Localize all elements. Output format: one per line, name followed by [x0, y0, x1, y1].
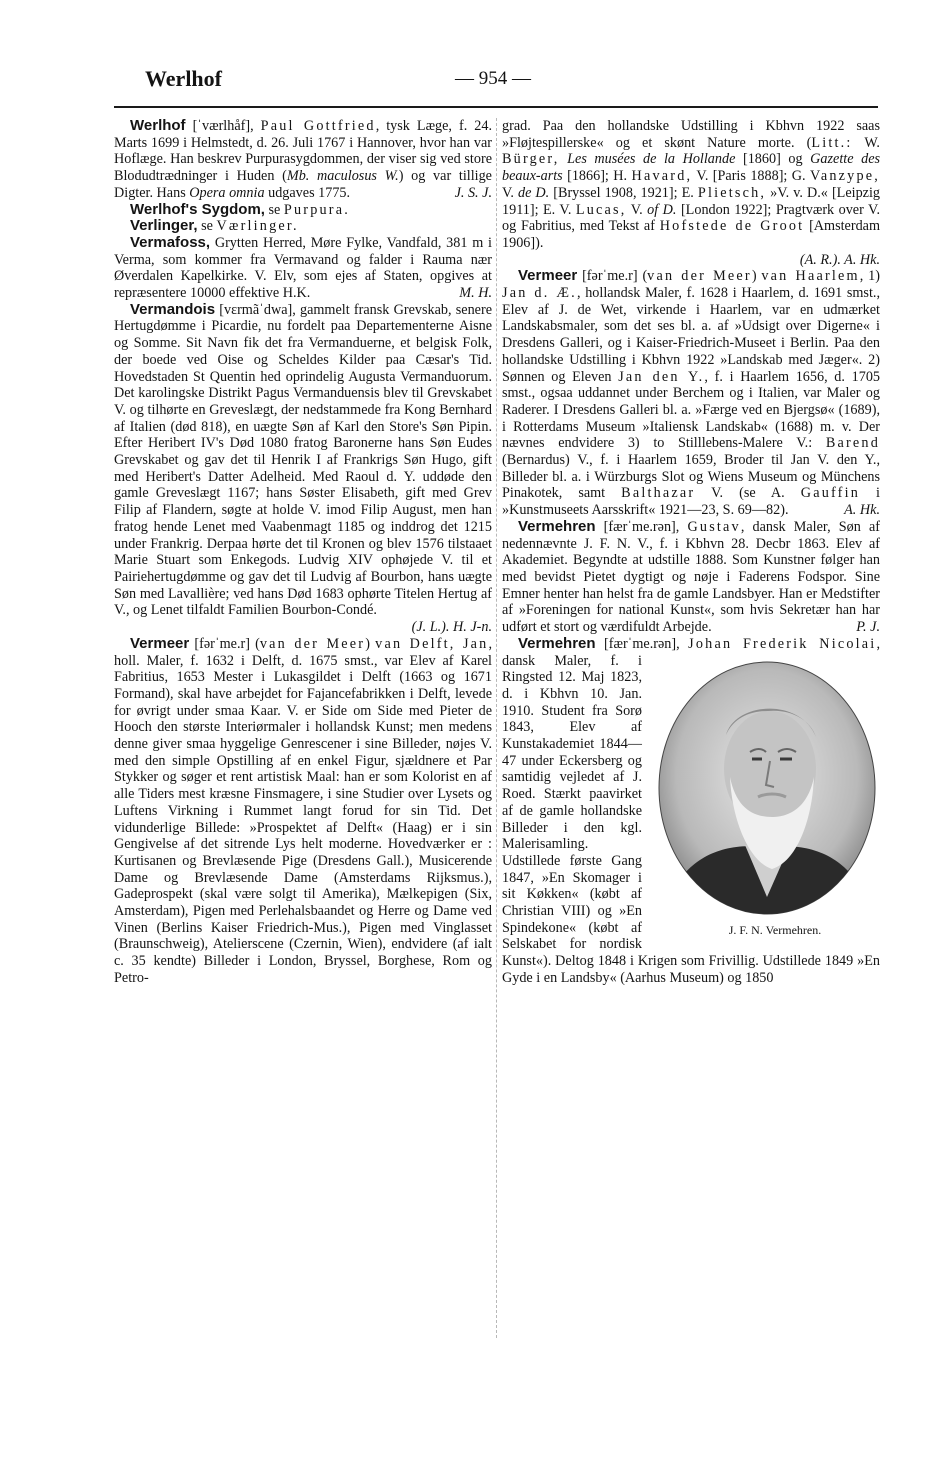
entry-verlinger: Verlinger, se Værlinger. [130, 217, 299, 235]
portrait-figure [650, 657, 884, 939]
cross-reference: Purpura. [283, 201, 350, 218]
headword: Vermehren [518, 634, 596, 652]
running-head-title: Werlhof [145, 66, 222, 91]
entry-vermeer-haarlem: Vermeer [fərˈme.r] (van der Meer) van Haarlem, 1) Jan d. Æ., hollandsk Maler, f. 1628 i Haarlem, d. 1691 smst., Elev af J. de Wet, virkende i Haarlem, var en udmærket Landskabsmaler, som det ses bl. a. af »Udsigt over Digerne« i Dresdens Galleri, og i Kaiser-Friedrich-Museet i Berlin. Paa den hollandske Udstilling i Kbhvn 1922 »Landskab med Jæger«. 2) Sønnen og Eleven Jan den Y., f. i Haarlem 1656, d. 1705 smst., ogsaa uddannet under Berchem og i Italien, var Maler og Raderer. I Dresdens Galleri bl. a. »Færge ved en Bjergsø« (1689), i Rotterdams Museum »Italiensk Landskab« (1688) m. v. Der nævnes endvidere 3) to Stilllebens-Malere V.: Barend (Bernardus) V., f. i Haarlem 1659, Broder til Jan V. den Y., Billeder bl. a. i Würzburgs Slot og Wiens Museum og Münchens Pinakotek, samt Balthazar V. (se A. Gauffin i »Kunstmuseets Aarsskrift« 1921—23, S. 69—82). A. Hk. [502, 267, 881, 519]
headword: Werlhof [130, 117, 186, 134]
headword: Werlhof's Sygdom, [130, 200, 265, 218]
portrait-image [650, 657, 884, 919]
portrait-caption: J. F. N. Vermehren. [728, 922, 822, 937]
headword: Vermeer [130, 634, 190, 652]
author-signature: (J. L.). H. J-n. [411, 619, 492, 636]
right-column [502, 118, 880, 987]
author-signature: (A. R.). A. Hk. [799, 251, 880, 268]
headword: Verlinger, [130, 217, 198, 235]
entry-vermafoss: Vermafoss, Grytten Herred, Møre Fylke, Vandfald, 381 m i Verma, som kommer fra Vermavand og falder i Rauma nær Øverdalen Kapelkirke. V. Elv, som ejes af Staten, opgives at repræsentere 10000 effektive H.K. M. H. [114, 233, 492, 302]
entry-werlhofs-sygdom: Werlhof's Sygdom, se Purpura. [130, 200, 350, 218]
entry-vermehren-johan: Vermehren [færˈme.rən], Johan Frederik Nicolai J. F. N. Vermehren. , dansk Maler, f. i Ringsted 12. Maj 1823, d. i Kbhvn 10. Jan. 1910. Student fra Sorø 1843, Elev af Kunstakademiet 1844—47 under Eckersberg og samtidig vejledet af J. Roed. Stærkt paavirket af de gamle hollandske Billeder i den kgl. Malerisamling. Udstillede første Gang 1847, »En Skomager i sit Køkken« (købt af Christian VIII) og »En Spindekone« (købt af Selskabet for nordisk Kunst«). Deltog 1848 i Krigen som Frivillig. Udstillede 1849 »En Gyde i en Landsby« (Aarhus Museum) og 1850 [502, 636, 880, 987]
page-number: — 954 — [455, 68, 531, 89]
header-rule [114, 106, 878, 108]
author-signature: J. S. J. [454, 184, 492, 201]
entry-vermehren-gustav: Vermehren [færˈme.rən], Gustav, dansk Maler, Søn af nedennævnte J. F. N. V., f. i Kbhvn 28. Decbr 1863. Elev af Akademiet. Begyndte at udstille 1888. Som Kunstner følger han med bevidst Pietet dygtigt og nøje i Faderens Fodspor. Sine Emner henter han helst fra de gamle Landsbyer. Han er Medstifter af »Foreningen for national Kunst«, som hvis Sekretær han har udført et stort og værdifuldt Arbejde. P. J. [502, 517, 880, 636]
cross-reference: Værlinger. [216, 218, 299, 235]
headword: Vermandois [130, 300, 216, 318]
headword: Vermafoss, [130, 233, 211, 251]
entry-vermeer-delft-continued: grad. Paa den hollandske Udstilling i Kbhvn 1922 saas »Fløjtespillerske« og et skønt Nature morte. (Litt.: W. Bürger, Les musées de la Hollande [1860] og Gazette des beaux-arts [1866]; H. Havard, V. [Paris 1888]; G. Vanzype, V. de D. [Bryssel 1908, 1921]; E. Plietsch, »V. v. D.« [Leipzig 1911]; E. V. Lucas, V. of D. [London 1922]; Pragtværk over V. og Fabritius, med Tekst af Hofstede de Groot [Amsterdam 1906]). (A. R.). A. Hk. [502, 118, 881, 268]
column-divider [496, 118, 498, 1338]
entry-vermandois: Vermandois [vɛrmãˈdwa], gammelt fransk Grevskab, senere Hertugdømme i Picardie, nu fordelt paa Departementerne Aisne og Somme. Sit Navn fik det fra Vermanduerne, et belgisk Folk, der boede ved Oise og Scheldes Kilder paa Cæsar's Tid. Hovedstaden St Quentin hed oprindelig Augusta Vermanduorum. Det karolingske Distrikt Pagus Vermanduensis blev til Grevskabet V. og tilhørte en Greveslægt, der nedstammede fra Kong Bernhard af Italien (død 818), en uægte Søn af Karl den Store's Søn Pipin. Efter Heribert IV's Død 1080 fratog Baronerne hans Søn Eudes Grevskabet og gav det til Henrik I af Frankrigs Søn Hugo, gift med Heribert's Datter Adelheid. Med Raoul d. Y. uddøde den gamle Greveslægt 1167; hans Søster Elisabeth, gift med Grev Filip af Flandern, søgte at holde V. imod Filip August, men han fratog hende Lenet med Vaabenmagt 1185 og inddrog det 1215 under Frankrig. Derpaa hørte det til Kronen og blev 1576 tilstaaet Marie Stuart som Enkegods. Ludvig XIV ophøjede V. til et Pairiehertugdømme og gav det til Ludvig af Bourbon, hans uægte Søn med Lavallière; ved hans Død 1683 ophørte Titelen Hertug af V., og Lenet tilfaldt Familien Bourbon-Condé. (J. L.). H. J-n. [114, 300, 492, 636]
headword: Vermeer [518, 267, 578, 285]
entry-werlhof: Werlhof [ˈværlhåf], Paul Gottfried, tysk Læge, f. 24. Marts 1699 i Helmstedt, d. 26. Juli 1767 i Hannover, hvor han var Hoflæge. Han beskrev Purpurasygdommen, der viser sig ved store Blodudtrædninger i Huden (Mb. maculosus W.) og var tillige Digter. Hans Opera omnia udgaves 1775. J. S. J. [114, 117, 492, 201]
headword: Vermehren [518, 517, 596, 535]
author-signature: A. Hk. [844, 502, 880, 519]
entry-vermeer-delft: Vermeer [fərˈme.r] (van der Meer) van Delft, Jan, holl. Maler, f. 1632 i Delft, d. 1675 smst., var Elev af Karel Fabritius, 1653 Mester i Lukasgildet i Delft (1663 og 1671 Formand), skal have arbejdet for Fajancefabrikken i Delft, levede for øvrigt under smaa Kaar. V. er Side om Side med Pieter de Hooch den største Interiørmaler i hollandsk Kunst; men medens denne giver smaa hyggelige Genrescener i sine Billeder, nøjes V. med den simple Opstilling af en enkel Figur, sjældnere et Par Stykker og søger et rent artistisk Maal: han er som Kolorist en af alle Tiders mest kræsne Finsmagere, i sine Studier over Lysets og Luftens Virkning i Rummet langt forud for sin Tid. Det vidunderlige Billede: »Prospektet af Delft« (Haag) er i sin Gengivelse af det sitrende Lys helt moderne. Hovedværker er : Kurtisanen og Brevlæsende Pige (Dresdens Gall.), Musicerende Dame og Brevlæsende Dame (Amsterdams Rijksmus.), Gadeprospekt (skal være solgt til Amerika), Mælkepigen (Six, Amsterdam), Pigen med Perlehalsbaandet og Herre og Dame ved Vinen (Berlins Kaiser Friedrich-Mus.), Pigen med Vinglasset (Braunschweig), Atelierscene (Czernin, Wien), endvidere (af ialt c. 35 kendte) Billeder i London, Bryssel, Borghese, Rom og Petro- [114, 634, 492, 986]
author-signature: P. J. [856, 619, 880, 636]
left-column [114, 118, 492, 987]
author-signature: M. H. [459, 285, 492, 302]
